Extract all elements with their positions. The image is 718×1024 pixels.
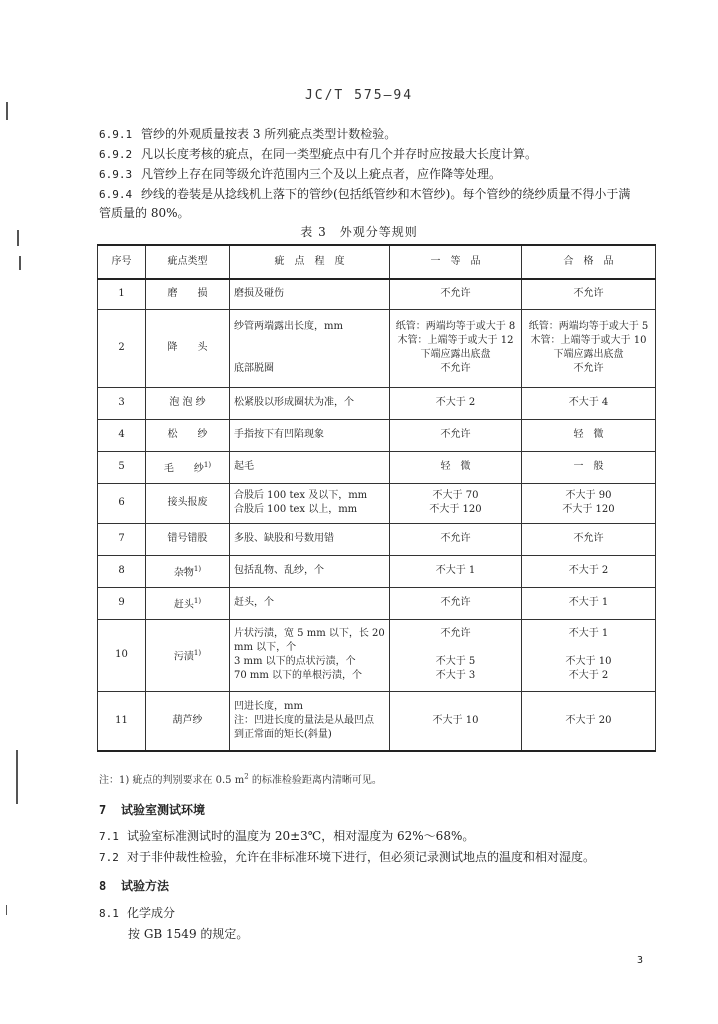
clause-8-1-body: 按 GB 1549 的规定。 [128,927,249,941]
cell-line [394,641,517,655]
defect-type-label: 接头报废 [167,497,208,508]
cell-line: 一 般 [573,461,604,472]
scan-mark [6,102,8,120]
cell-qualified [522,279,656,309]
cell-defect-type [146,587,230,619]
cell-qualified [522,555,656,587]
section-7-heading [99,801,205,818]
clause-text: 纱线的卷装是从捻线机上落下的管纱(包括纸管纱和木管纱)。每个管纱的绕纱质量不得小于满 [141,187,631,201]
header-no: 序号 [98,245,146,279]
cell-line: 不大于 3 [435,670,476,681]
cell-line: 包括乱物、乱纱，个 [234,565,324,576]
cell-first-grade [390,555,522,587]
cell-line: 不大于 5 [435,656,476,667]
clause-text: 凡以长度考核的疵点，在同一类型疵点中有几个并存时应按最大长度计算。 [141,147,538,161]
cell-line: 不大于 70 [432,490,479,501]
cell-line: 不大于 1 [568,597,609,608]
cell-line: 不大于 1 [568,628,609,639]
cell-line: 不大于 90 [565,490,612,501]
table-header-row [98,245,656,279]
cell-line [234,348,385,362]
cell-defect-type [146,523,230,555]
clause-number: 6.9.2 [99,148,133,161]
footnote-marker: 1) [193,648,202,657]
cell-line: 合股后 100 tex 及以下，mm [234,490,368,501]
cell-no: 9 [98,587,146,619]
cell-line: 起毛 [234,461,254,472]
cell-defect-type [146,619,230,691]
cell-line: 下端应露出底盘 [553,349,624,360]
cell-no: 7 [98,523,146,555]
cell-line [234,334,385,348]
cell-first-grade [390,419,522,451]
cell-defect-degree [230,483,390,523]
page-header: JC/T 575—94 [304,88,414,103]
cell-line: 70 mm 以下的单根污渍，个 [234,670,363,681]
cell-qualified [522,483,656,523]
defect-type-label: 磨 损 [167,288,208,300]
clause-text: 凡管纱上存在同等级允许范围内三个及以上疵点者，应作降等处理。 [141,167,502,181]
scan-mark [19,256,21,270]
cell-first-grade [390,523,522,555]
cell-qualified [522,691,656,751]
table-row [98,387,656,419]
cell-defect-type [146,279,230,309]
cell-line: 到正常面的矩长(斜量) [234,728,332,740]
defect-type-label: 降 头 [167,342,208,353]
table-row [98,523,656,555]
defect-type-label: 松 纱 [167,429,208,440]
cell-no: 5 [98,451,146,483]
cell-qualified [522,523,656,555]
cell-qualified [522,451,656,483]
cell-no: 8 [98,555,146,587]
defect-type-label: 泡 泡 纱 [169,397,206,408]
cell-line: 松紧股以形成圈状为准，个 [234,397,354,408]
cell-qualified [522,587,656,619]
section-number: 7 [99,803,107,817]
defect-type-label: 污渍 [173,651,194,663]
clause-number: 6.9.3 [99,168,133,181]
cell-line: 手指按下有凹陷现象 [234,429,324,440]
clause-7-1 [99,826,659,847]
cell-qualified [522,419,656,451]
cell-line: 轻 微 [573,429,604,440]
cell-defect-degree [230,691,390,751]
cell-defect-type [146,387,230,419]
clause-text: 化学成分 [127,906,176,920]
defect-type-label: 毛 纱 [163,463,204,475]
cell-defect-type [146,419,230,451]
header-defect-type: 疵点类型 [146,245,230,279]
clause-number: 8.1 [99,907,119,920]
defect-type-label: 错号错股 [167,533,208,544]
footnote-marker: 1) [193,564,202,573]
clause-number: 6.9.4 [99,188,133,201]
clause-6-9-4 [99,184,659,205]
table-row [98,555,656,587]
cell-defect-degree [230,309,390,387]
cell-line: 磨损及碰伤 [234,288,284,300]
cell-line: 不允许 [440,288,471,300]
footnote-marker: 1) [203,460,212,469]
note-suffix: 的标准检验距离内清晰可见。 [248,775,382,786]
table-row [98,587,656,619]
clause-6-9-2 [99,144,659,165]
cell-line: 纸管：两端均等于或大于 5 [528,321,649,332]
cell-line: 不大于 2 [435,397,476,408]
table-row [98,483,656,523]
cell-defect-degree [230,619,390,691]
cell-line: 合股后 100 tex 以上，mm [234,504,358,515]
cell-defect-type [146,451,230,483]
cell-defect-degree [230,279,390,309]
cell-line: 不大于 120 [562,504,615,515]
cell-defect-degree [230,387,390,419]
cell-no: 1 [98,279,146,309]
cell-line: 不大于 120 [429,504,482,515]
clause-number: 6.9.1 [99,128,133,141]
clause-number: 7.2 [99,851,119,864]
cell-qualified [522,619,656,691]
cell-first-grade [390,451,522,483]
cell-line: 多股、缺股和号数用错 [234,533,334,544]
clause-text: 试验室标准测试时的温度为 20±3℃，相对湿度为 62%～68%。 [127,829,475,843]
clause-6-9-1 [99,124,659,145]
table-row [98,691,656,751]
table-row [98,619,656,691]
cell-line: 不允许 [440,429,471,440]
cell-line: 不大于 2 [568,565,609,576]
cell-line: 不大于 1 [435,565,476,576]
clause-7-2 [99,847,659,868]
scan-mark [16,750,18,804]
note-superscript: 2 [244,772,249,781]
section-title: 试验室测试环境 [121,803,206,817]
cell-defect-degree [230,523,390,555]
cell-line: 不允许 [573,288,604,300]
cell-line: 下端应露出底盘 [420,349,491,360]
defect-type-label: 赶头 [173,599,194,611]
clause-number: 7.1 [99,830,119,843]
cell-defect-type [146,691,230,751]
note-prefix: 注：1) 疵点的判别要求在 0.5 m [99,775,245,786]
cell-line: 不允许 [440,597,471,608]
cell-defect-degree [230,451,390,483]
cell-line: 3 mm 以下的点状污渍，个 [234,656,356,667]
header-defect-degree: 疵 点 程 度 [230,245,390,279]
cell-line [526,641,651,655]
section-8-heading [99,877,169,894]
table-note [99,771,382,786]
page-number: 3 [637,955,644,966]
table-row [98,451,656,483]
cell-first-grade [390,691,522,751]
cell-line: 不允许 [573,363,604,374]
cell-defect-type [146,483,230,523]
scan-mark [6,905,7,915]
cell-line: 轻 微 [440,461,471,472]
cell-line: 不大于 4 [568,397,609,408]
clause-text: 管质量的 80%。 [99,206,190,220]
cell-first-grade [390,483,522,523]
cell-line: 不允许 [573,533,604,544]
defect-type-label: 葫芦纱 [172,714,203,726]
cell-line: 木管：上端等于或大于 12 [397,335,514,346]
table-row [98,309,656,387]
clause-text: 对于非仲裁性检验，允许在非标准环境下进行，但必须记录测试地点的温度和相对湿度。 [127,850,596,864]
clause-6-9-3 [99,164,659,185]
cell-first-grade [390,587,522,619]
header-first-grade: 一 等 品 [390,245,522,279]
table-caption: 表 3 外观分等规则 [300,225,418,239]
cell-line: 木管：上端等于或大于 10 [530,335,647,346]
cell-line: 不允许 [440,363,471,374]
cell-first-grade [390,387,522,419]
cell-defect-degree [230,419,390,451]
cell-first-grade [390,619,522,691]
cell-no: 3 [98,387,146,419]
footnote-marker: 1) [193,596,202,605]
cell-line: 凹进长度，mm [234,700,303,712]
cell-line: 注：凹进长度的量法是从最凹点 [234,714,374,726]
cell-no: 4 [98,419,146,451]
cell-no: 6 [98,483,146,523]
clause-text: 管纱的外观质量按表 3 所列疵点类型计数检验。 [141,127,397,141]
cell-no: 11 [98,691,146,751]
cell-defect-type [146,309,230,387]
cell-defect-degree [230,587,390,619]
cell-line: 不允许 [440,628,471,639]
cell-defect-type [146,555,230,587]
table-row [98,279,656,309]
clause-6-9-4-continued [99,203,659,224]
cell-line: 赶头，个 [234,597,274,608]
cell-line: 不大于 10 [565,656,612,667]
cell-no: 10 [98,619,146,691]
defect-type-label: 杂物 [173,567,194,579]
cell-first-grade [390,309,522,387]
cell-line: mm 以下，个 [234,642,297,653]
cell-defect-degree [230,555,390,587]
cell-qualified [522,309,656,387]
cell-line: 纱管两端露出长度，mm [234,321,343,332]
cell-line: 不大于 10 [432,714,479,726]
cell-line: 不允许 [440,533,471,544]
cell-line: 不大于 2 [568,670,609,681]
cell-qualified [522,387,656,419]
cell-no: 2 [98,309,146,387]
appearance-grading-table [97,244,656,752]
section-title: 试验方法 [121,879,170,893]
cell-line: 底部脱圈 [234,363,274,374]
cell-first-grade [390,279,522,309]
header-qualified: 合 格 品 [522,245,656,279]
cell-line: 片状污渍，宽 5 mm 以下，长 20 [234,628,385,639]
table-row [98,419,656,451]
cell-line: 纸管：两端均等于或大于 8 [395,321,516,332]
section-number: 8 [99,879,107,893]
clause-8-1 [99,903,659,924]
cell-line: 不大于 20 [565,714,612,726]
